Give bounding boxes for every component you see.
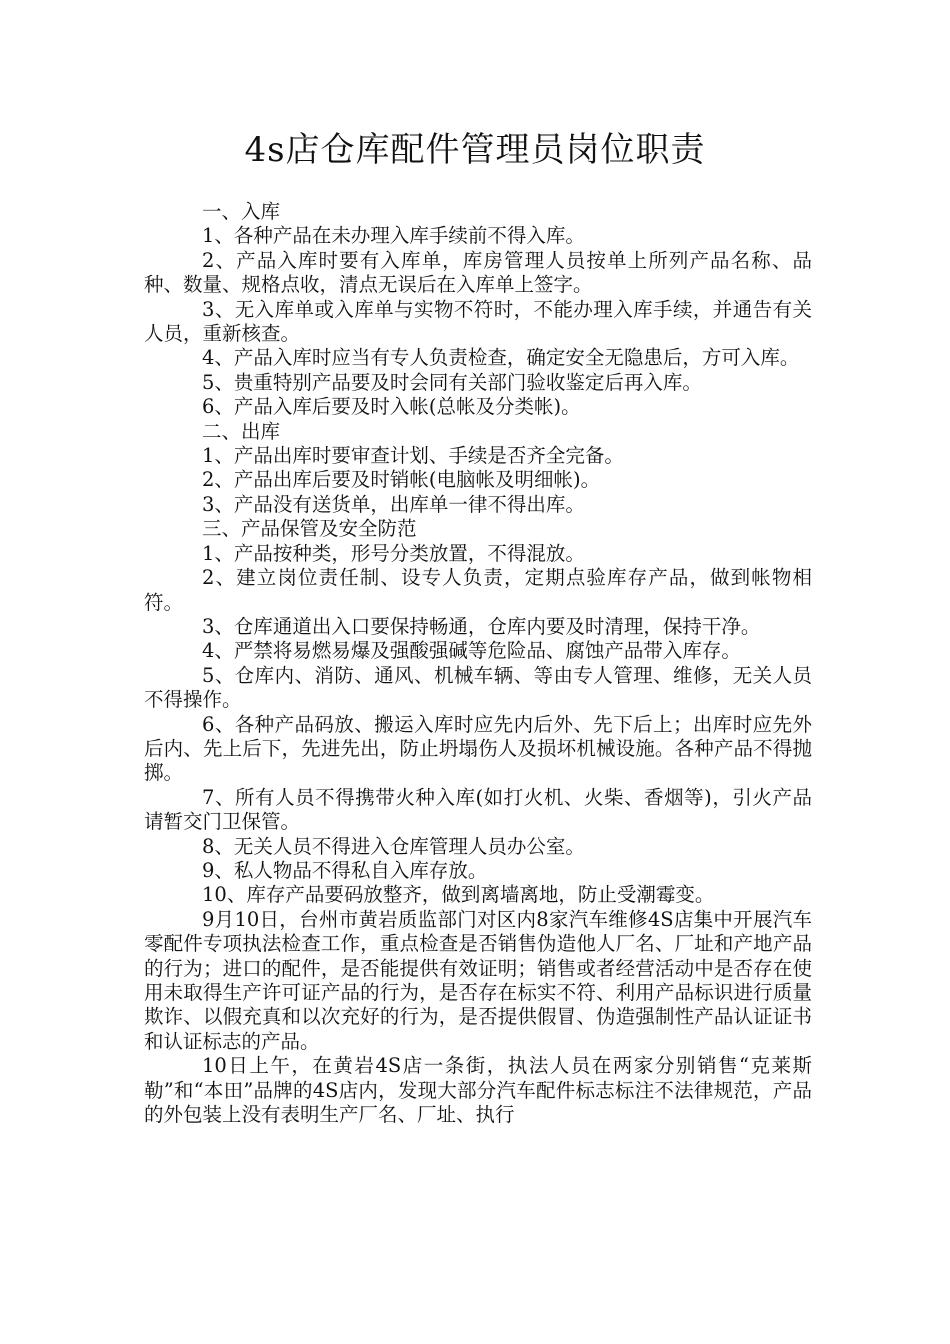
paragraph: 5、仓库内、消防、通风、机械车辆、等由专人管理、维修，无关人员不得操作。 [144,663,812,712]
paragraph: 7、所有人员不得携带火种入库(如打火机、火柴、香烟等)，引火产品请暂交门卫保管。 [144,785,812,834]
paragraph: 3、无入库单或入库单与实物不符时，不能办理入库手续，并通告有关人员，重新核查。 [144,297,812,346]
paragraph: 6、各种产品码放、搬运入库时应先内后外、先下后上；出库时应先外后内、先上后下，先进先出，防止坍塌伤人及损坏机械设施。各种产品不得抛掷。 [144,712,812,785]
document-body [144,200,812,1127]
paragraph: 4、产品入库时应当有专人负责检查，确定安全无隐患后，方可入库。 [202,346,800,370]
paragraph: 10、库存产品要码放整齐，做到离墙离地，防止受潮霉变。 [202,883,715,907]
news-paragraph: 10日上午，在黄岩4S店一条街，执法人员在两家分别销售“克莱斯勒”和“本田”品牌的4S店内，发现大部分汽车配件标志标注不法律规范，产品的外包装上没有表明生产厂名、厂址、执行 [144,1054,812,1127]
paragraph: 5、贵重特别产品要及时会同有关部门验收鉴定后再入库。 [202,370,702,394]
paragraph: 2、建立岗位责任制、设专人负责，定期点验库存产品，做到帐物相符。 [144,566,812,614]
document-title: 4s店仓库配件管理员岗位职责 [244,130,706,170]
paragraph: 4、严禁将易燃易爆及强酸强碱等危险品、腐蚀产品带入库存。 [202,639,741,663]
section-heading-outbound: 二、出库 [202,419,281,443]
paragraph: 8、无关人员不得进入仓库管理人员办公室。 [202,834,585,858]
paragraph: 1、产品出库时要审查计划、手续是否齐全完备。 [202,444,624,468]
news-paragraph: 9月10日，台州市黄岩质监部门对区内8家汽车维修4S店集中开展汽车零配件专项执法检查工作，重点检查是否销售伪造他人厂名、厂址和产地产品的行为；进口的配件，是否能提供有效证明；销售或者经营活动中是否存在使用未取得生产许可证产品的行为，是否存在标实不符、利用产品标识进行质量欺诈、以假充真和以次充好的行为，是否提供假冒、伪造强制性产品认证证书和认证标志的产品。 [144,907,812,1053]
paragraph: 3、仓库通道出入口要保持畅通，仓库内要及时清理，保持干净。 [202,614,761,638]
paragraph: 1、各种产品在未办理入库手续前不得入库。 [202,224,585,248]
section-heading-storage-safety: 三、产品保管及安全防范 [202,517,417,541]
paragraph: 9、私人物品不得私自入库存放。 [202,858,488,882]
paragraph: 1、产品按种类，形号分类放置，不得混放。 [202,541,585,565]
paragraph: 2、产品出库后要及时销帐(电脑帐及明细帐)。 [202,468,601,492]
paragraph: 6、产品入库后要及时入帐(总帐及分类帐)。 [202,395,581,419]
paragraph: 2、产品入库时要有入库单，库房管理人员按单上所列产品名称、品种、数量、规格点收，清点无误后在入库单上签字。 [144,248,812,297]
paragraph: 3、产品没有送货单，出库单一律不得出库。 [202,492,585,516]
section-heading-inbound: 一、入库 [202,200,281,223]
